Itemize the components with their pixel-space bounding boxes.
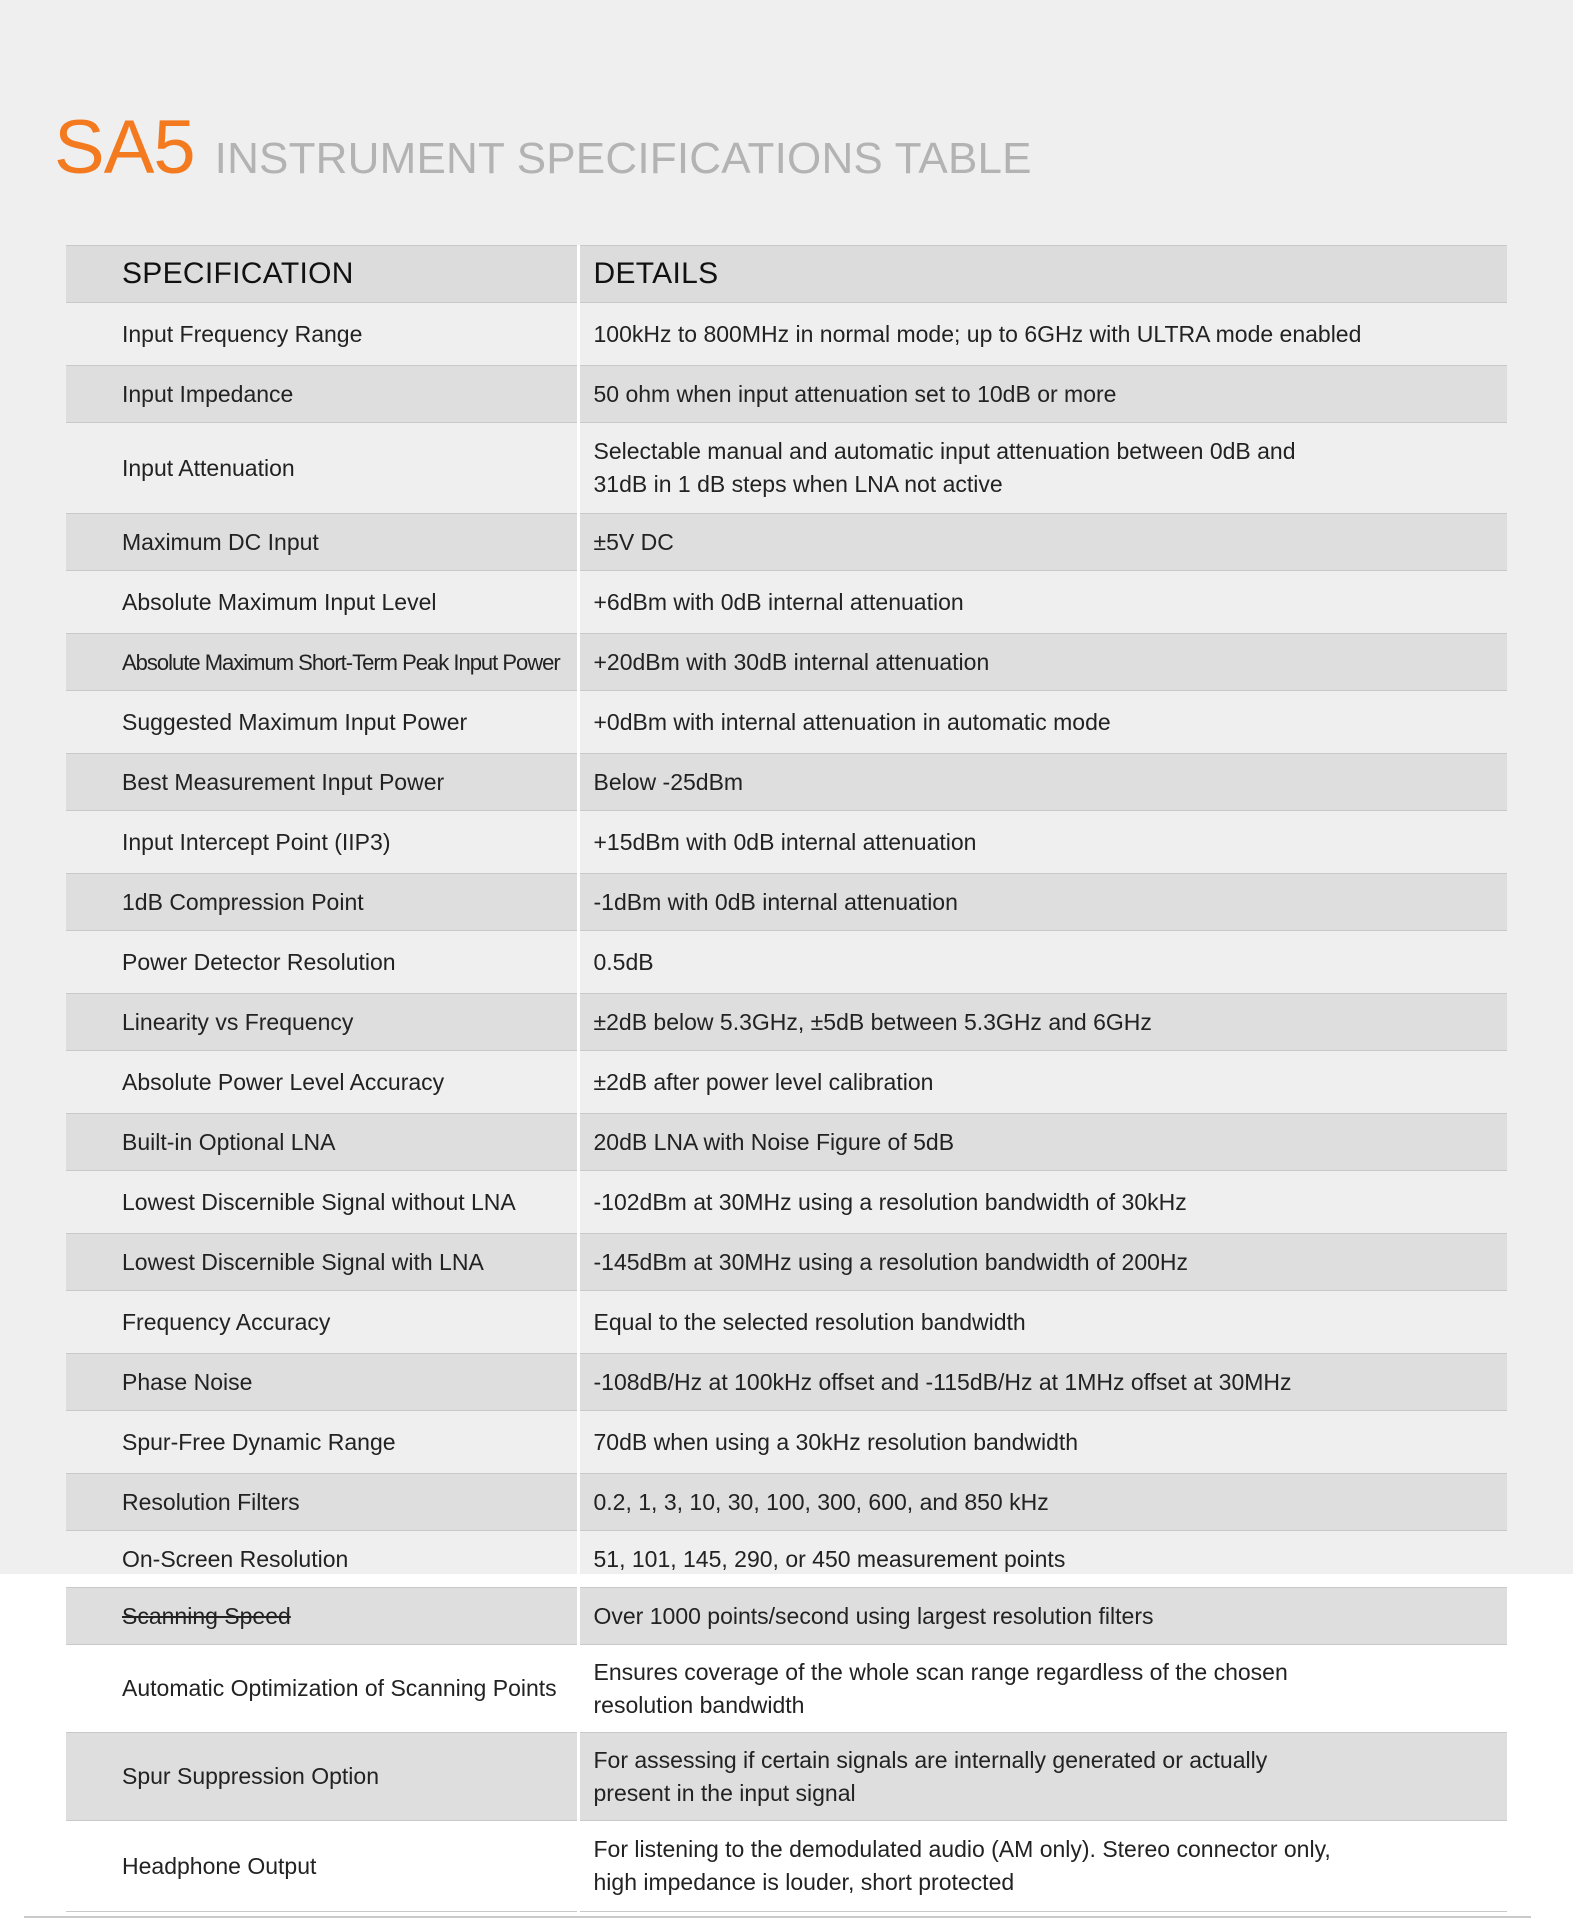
table-row — [66, 1733, 1507, 1821]
spec-cell: Resolution Filters — [66, 1474, 578, 1531]
table-row — [66, 1171, 1507, 1234]
details-text: For assessing if certain signals are internally generated or actually present in the input signal — [593, 1746, 1268, 1806]
table-row — [66, 1474, 1507, 1531]
spec-cell: Power Detector Resolution — [66, 931, 578, 994]
column-header-specification: SPECIFICATION — [66, 246, 578, 303]
details-cell: ±5V DC — [578, 514, 1507, 571]
spec-cell: Built-in Optional LNA — [66, 1114, 578, 1171]
spec-cell: Input Impedance — [66, 366, 578, 423]
spec-cell: Headphone Output — [66, 1821, 578, 1912]
table-row — [66, 423, 1507, 514]
spec-cell: 1dB Compression Point — [66, 874, 578, 931]
details-cell: +15dBm with 0dB internal attenuation — [578, 811, 1507, 874]
spec-cell: Input Intercept Point (IIP3) — [66, 811, 578, 874]
spec-text: Absolute Maximum Short-Term Peak Input Power — [122, 649, 560, 675]
table-row — [66, 1114, 1507, 1171]
details-cell: ±2dB below 5.3GHz, ±5dB between 5.3GHz and 6GHz — [578, 994, 1507, 1051]
spec-cell: Lowest Discernible Signal without LNA — [66, 1171, 578, 1234]
table-row — [66, 514, 1507, 571]
table-row — [66, 874, 1507, 931]
details-cell: 20dB LNA with Noise Figure of 5dB — [578, 1114, 1507, 1171]
spec-cell: Absolute Maximum Input Level — [66, 571, 578, 634]
table-row — [66, 1645, 1507, 1733]
details-cell: +0dBm with internal attenuation in automatic mode — [578, 691, 1507, 754]
details-cell: -145dBm at 30MHz using a resolution bandwidth of 200Hz — [578, 1234, 1507, 1291]
spec-text: Scanning Speed — [122, 1602, 291, 1629]
brand-name: SA5 — [54, 105, 195, 190]
spec-table — [66, 245, 1507, 1912]
spec-cell: Maximum DC Input — [66, 514, 578, 571]
table-row — [66, 994, 1507, 1051]
spec-cell: Spur-Free Dynamic Range — [66, 1411, 578, 1474]
spec-cell: Linearity vs Frequency — [66, 994, 578, 1051]
details-cell: -1dBm with 0dB internal attenuation — [578, 874, 1507, 931]
details-cell: Over 1000 points/second using largest resolution filters — [578, 1588, 1507, 1645]
details-cell: 100kHz to 800MHz in normal mode; up to 6GHz with ULTRA mode enabled — [578, 303, 1507, 366]
details-cell: 0.2, 1, 3, 10, 30, 100, 300, 600, and 850 kHz — [578, 1474, 1507, 1531]
spec-cell: Suggested Maximum Input Power — [66, 691, 578, 754]
table-row — [66, 1234, 1507, 1291]
table-row — [66, 931, 1507, 994]
table-row — [66, 1051, 1507, 1114]
table-row — [66, 754, 1507, 811]
spec-cell: Automatic Optimization of Scanning Points — [66, 1645, 578, 1733]
page-title — [54, 104, 1032, 194]
table-row — [66, 1821, 1507, 1912]
table-row — [66, 811, 1507, 874]
spec-cell: Spur Suppression Option — [66, 1733, 578, 1821]
table-row — [66, 303, 1507, 366]
details-cell: +20dBm with 30dB internal attenuation — [578, 634, 1507, 691]
details-cell: -108dB/Hz at 100kHz offset and -115dB/Hz at 1MHz offset at 30MHz — [578, 1354, 1507, 1411]
table-row — [66, 1531, 1507, 1588]
table-row — [66, 1411, 1507, 1474]
details-cell: 70dB when using a 30kHz resolution bandwidth — [578, 1411, 1507, 1474]
table-row — [66, 366, 1507, 423]
details-cell — [578, 1733, 1507, 1821]
details-cell: Equal to the selected resolution bandwidth — [578, 1291, 1507, 1354]
details-cell — [578, 1645, 1507, 1733]
table-row — [66, 1354, 1507, 1411]
table-row — [66, 1291, 1507, 1354]
details-cell: 50 ohm when input attenuation set to 10dB or more — [578, 366, 1507, 423]
spec-cell: Best Measurement Input Power — [66, 754, 578, 811]
column-header-details: DETAILS — [578, 246, 1507, 303]
table-row — [66, 1588, 1507, 1645]
details-cell — [578, 1821, 1507, 1912]
spec-cell: Lowest Discernible Signal with LNA — [66, 1234, 578, 1291]
details-text: For listening to the demodulated audio (AM only). Stereo connector only, high impedance is louder, short protected — [593, 1836, 1331, 1895]
details-cell: +6dBm with 0dB internal attenuation — [578, 571, 1507, 634]
table-row — [66, 634, 1507, 691]
title-subtitle: INSTRUMENT SPECIFICATIONS TABLE — [214, 134, 1032, 183]
spec-cell: Phase Noise — [66, 1354, 578, 1411]
details-text: Ensures coverage of the whole scan range regardless of the chosen resolution bandwidth — [593, 1658, 1288, 1718]
table-row — [66, 691, 1507, 754]
details-cell: 0.5dB — [578, 931, 1507, 994]
spec-cell: On-Screen Resolution — [66, 1531, 578, 1588]
spec-cell — [66, 1588, 578, 1645]
details-cell: Below -25dBm — [578, 754, 1507, 811]
spec-cell: Frequency Accuracy — [66, 1291, 578, 1354]
bottom-divider — [24, 1916, 1531, 1918]
spec-cell — [66, 634, 578, 691]
spec-cell: Input Frequency Range — [66, 303, 578, 366]
table-row — [66, 571, 1507, 634]
details-cell: ±2dB after power level calibration — [578, 1051, 1507, 1114]
details-text: Selectable manual and automatic input attenuation between 0dB and 31dB in 1 dB steps when LNA not active — [593, 438, 1296, 497]
table-header-row — [66, 246, 1507, 303]
details-cell: 51, 101, 145, 290, or 450 measurement points — [578, 1531, 1507, 1588]
details-cell: -102dBm at 30MHz using a resolution bandwidth of 30kHz — [578, 1171, 1507, 1234]
spec-cell: Input Attenuation — [66, 423, 578, 514]
details-cell — [578, 423, 1507, 514]
spec-cell: Absolute Power Level Accuracy — [66, 1051, 578, 1114]
